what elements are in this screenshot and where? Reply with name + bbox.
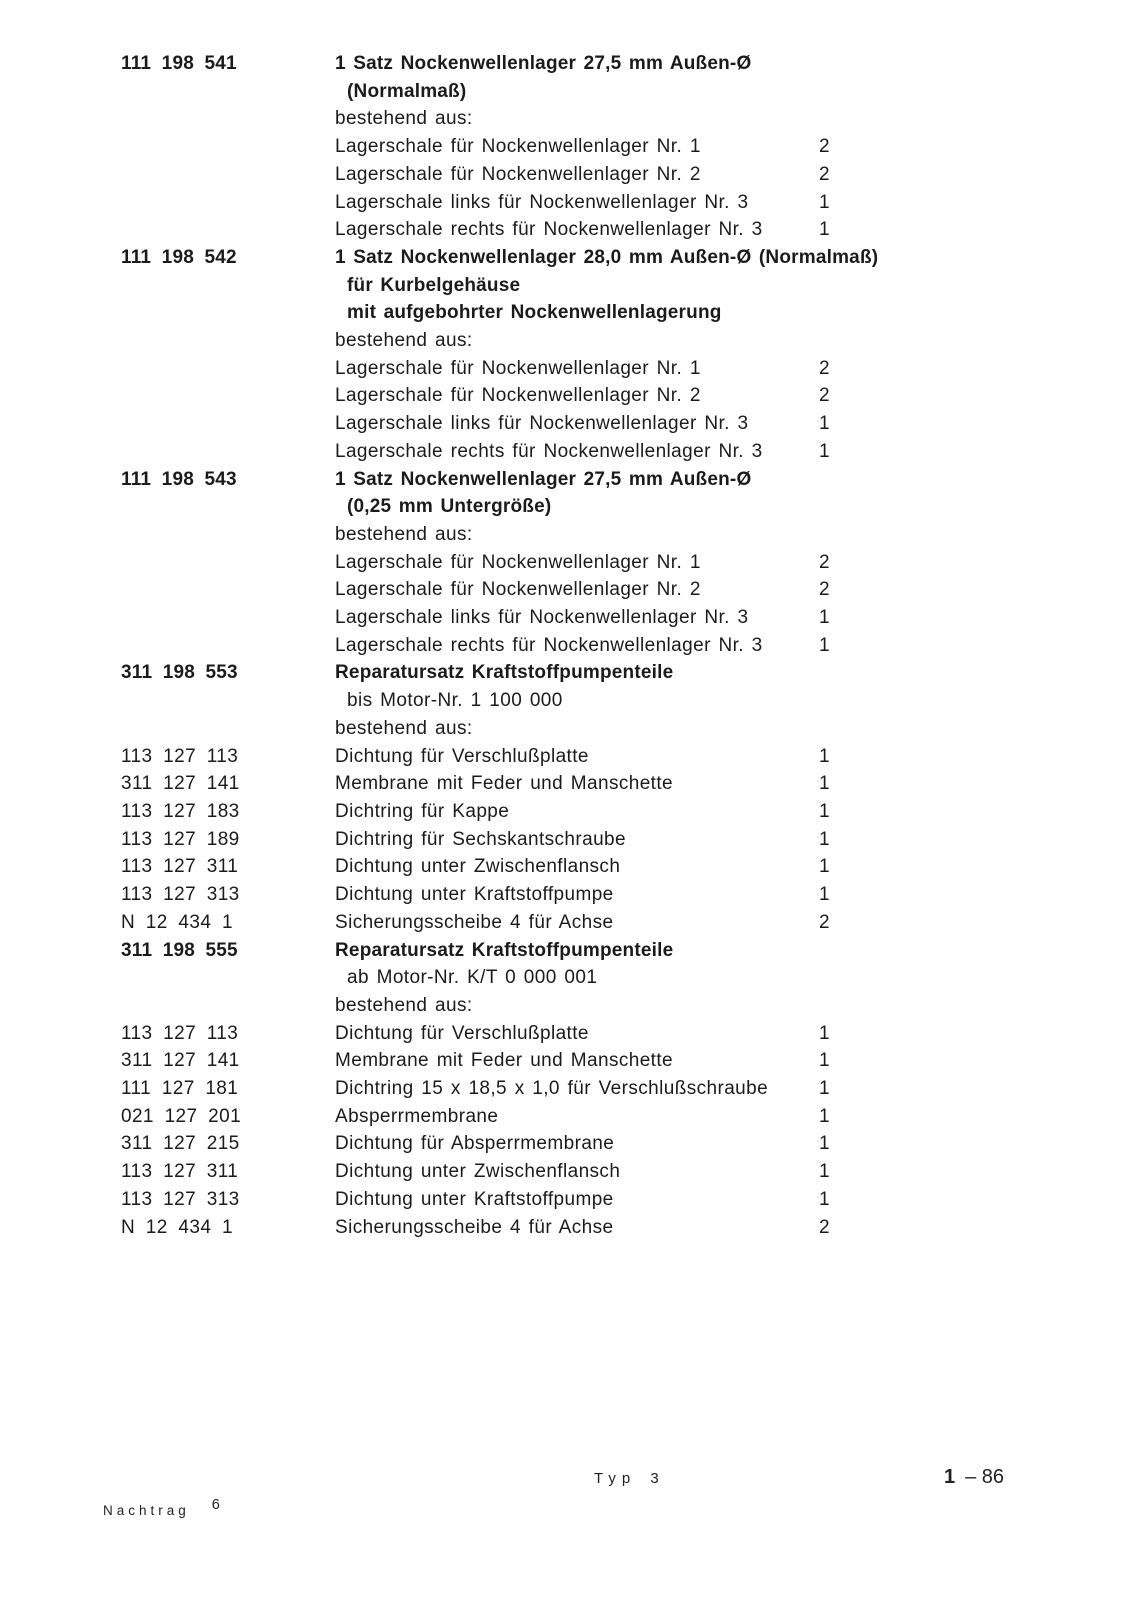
section-intro: bestehend aus:: [335, 330, 473, 352]
part-number-cell: [121, 133, 335, 161]
quantity-cell: 2: [819, 163, 830, 185]
quantity-cell: 1: [819, 1188, 830, 1210]
item-description: Dichtung für Absperrmembrane: [335, 1133, 615, 1155]
item-description: Dichtung unter Zwischenflansch: [335, 1161, 621, 1183]
quantity-cell: 2: [819, 579, 830, 601]
page-number-chapter: 1: [944, 1466, 956, 1488]
part-number-cell: [121, 632, 335, 660]
section-intro: bestehend aus:: [335, 994, 473, 1016]
part-number-cell: 111 127 181: [121, 1078, 239, 1100]
part-number-cell: 311 127 141: [121, 1050, 240, 1072]
section-title: mit aufgebohrter Nockenwellenlagerung: [347, 302, 722, 324]
section-title: (0,25 mm Untergröße): [347, 496, 552, 518]
parts-item-row: [121, 133, 861, 161]
item-description: Lagerschale für Nockenwellenlager Nr. 2: [335, 385, 701, 407]
item-description: Membrane mit Feder und Manschette: [335, 1050, 674, 1072]
part-number-cell: [121, 216, 335, 244]
part-number-cell: 311 127 141: [121, 773, 240, 795]
quantity-cell: [790, 992, 836, 1020]
parts-item-row: [121, 355, 861, 383]
section-intro-row: [121, 521, 861, 549]
parts-item-row: [121, 909, 861, 937]
section-title-row: [121, 659, 861, 687]
part-number-cell: N 12 434 1: [121, 1216, 233, 1238]
quantity-cell: 2: [819, 1216, 830, 1238]
item-description: Dichtung für Verschlußplatte: [335, 745, 589, 767]
part-number-cell: [121, 576, 335, 604]
parts-item-row: [121, 826, 861, 854]
quantity-cell: 1: [819, 1050, 830, 1072]
part-number-cell: 113 127 313: [121, 1188, 240, 1210]
quantity-cell: [790, 687, 836, 715]
section-intro-row: [121, 992, 861, 1020]
part-number-cell: 111 198 542: [121, 246, 237, 268]
section-title-row: [121, 78, 861, 106]
part-number-cell: [121, 327, 335, 355]
parts-section: [121, 50, 861, 244]
parts-section: [121, 244, 879, 466]
section-intro-row: [121, 327, 861, 355]
parts-item-row: [121, 798, 861, 826]
quantity-cell: [790, 272, 836, 300]
part-number-cell: 311 198 555: [121, 939, 238, 961]
quantity-cell: 1: [819, 440, 830, 462]
parts-item-row: [121, 853, 861, 881]
section-title: 1 Satz Nockenwellenlager 27,5 mm Außen-Ø: [335, 53, 752, 74]
item-description: Lagerschale links für Nockenwellenlager Nr. 3: [335, 413, 749, 435]
part-number-cell: [121, 715, 335, 743]
parts-item-row: [121, 161, 861, 189]
part-number-cell: 113 127 311: [121, 856, 239, 878]
parts-section: [121, 659, 861, 936]
parts-item-row: [121, 410, 861, 438]
quantity-cell: [790, 659, 836, 687]
item-description: Absperrmembrane: [335, 1105, 499, 1127]
quantity-cell: 2: [819, 911, 830, 933]
section-note: bis Motor-Nr. 1 100 000: [347, 690, 563, 712]
quantity-cell: [790, 105, 836, 133]
section-title: 1 Satz Nockenwellenlager 28,0 mm Außen-Ø (Normalmaß): [335, 246, 879, 268]
section-note-row: [121, 964, 861, 992]
item-description: Dichtung unter Kraftstoffpumpe: [335, 884, 614, 906]
item-description: Dichtring für Kappe: [335, 800, 510, 822]
part-number-cell: [121, 272, 335, 300]
section-title: Reparatursatz Kraftstoffpumpenteile: [335, 662, 674, 684]
item-description: Lagerschale links für Nockenwellenlager Nr. 3: [335, 191, 749, 213]
item-description: Dichtung unter Kraftstoffpumpe: [335, 1188, 614, 1210]
part-number-cell: [121, 189, 335, 217]
parts-item-row: [121, 576, 861, 604]
part-number-cell: [121, 105, 335, 133]
item-description: Dichtring für Sechskantschraube: [335, 828, 626, 850]
parts-item-row: [121, 1186, 861, 1214]
section-title-row: [121, 493, 861, 521]
part-number-cell: 113 127 189: [121, 828, 240, 850]
section-title-row: [121, 272, 861, 300]
part-number-cell: 113 127 313: [121, 884, 240, 906]
parts-item-row: [121, 770, 861, 798]
part-number-cell: [121, 521, 335, 549]
quantity-cell: 1: [819, 1022, 830, 1044]
quantity-cell: 1: [819, 634, 830, 656]
item-description: Dichtung unter Zwischenflansch: [335, 856, 621, 878]
part-number-cell: 111 198 543: [121, 468, 237, 490]
quantity-cell: [790, 327, 836, 355]
quantity-cell: 1: [819, 1078, 830, 1100]
parts-item-row: [121, 216, 861, 244]
quantity-cell: 2: [819, 357, 830, 379]
part-number-cell: [121, 604, 335, 632]
parts-item-row: [121, 1075, 861, 1103]
parts-item-row: [121, 382, 861, 410]
quantity-cell: [790, 493, 836, 521]
item-description: Lagerschale rechts für Nockenwellenlager Nr. 3: [335, 219, 763, 241]
parts-section: [121, 466, 861, 660]
quantity-cell: 1: [819, 745, 830, 767]
part-number-cell: [121, 438, 335, 466]
part-number-cell: 311 127 215: [121, 1133, 240, 1155]
parts-item-row: [121, 1103, 861, 1131]
quantity-cell: 1: [819, 828, 830, 850]
quantity-cell: 1: [819, 1105, 830, 1127]
item-description: Sicherungsscheibe 4 für Achse: [335, 911, 614, 933]
section-note-row: [121, 687, 861, 715]
quantity-cell: [790, 715, 836, 743]
section-intro: bestehend aus:: [335, 108, 473, 130]
quantity-cell: 1: [819, 1161, 830, 1183]
quantity-cell: 1: [819, 856, 830, 878]
section-note: ab Motor-Nr. K/T 0 000 001: [347, 967, 598, 989]
quantity-cell: 1: [819, 191, 830, 213]
parts-item-row: [121, 438, 861, 466]
page-number-rest: – 86: [965, 1466, 1005, 1488]
item-description: Lagerschale für Nockenwellenlager Nr. 1: [335, 357, 701, 379]
item-description: Membrane mit Feder und Manschette: [335, 773, 674, 795]
supplement-number: 6: [211, 1497, 220, 1513]
item-description: Lagerschale für Nockenwellenlager Nr. 2: [335, 163, 701, 185]
part-number-cell: [121, 299, 335, 327]
item-description: Lagerschale für Nockenwellenlager Nr. 1: [335, 136, 701, 158]
section-title: (Normalmaß): [347, 80, 467, 102]
quantity-cell: [790, 244, 836, 272]
item-description: Lagerschale rechts für Nockenwellenlager Nr. 3: [335, 440, 763, 462]
parts-item-row: [121, 1158, 861, 1186]
part-number-cell: [121, 78, 335, 106]
quantity-cell: [790, 50, 836, 78]
parts-item-row: [121, 1130, 861, 1158]
part-number-cell: 113 127 113: [121, 745, 239, 767]
quantity-cell: [790, 521, 836, 549]
quantity-cell: 1: [819, 607, 830, 629]
part-number-cell: N 12 434 1: [121, 911, 233, 933]
section-title-row: [121, 299, 861, 327]
section-intro-row: [121, 105, 861, 133]
section-intro-row: [121, 715, 861, 743]
part-number-cell: 021 127 201: [121, 1105, 242, 1127]
part-number-cell: 311 198 553: [121, 662, 238, 684]
section-intro: bestehend aus:: [335, 717, 473, 739]
footer-page-number: [944, 1466, 1004, 1489]
supplement-label: Nachtrag: [103, 1503, 190, 1518]
quantity-cell: [790, 299, 836, 327]
part-number-cell: [121, 493, 335, 521]
item-description: Sicherungsscheibe 4 für Achse: [335, 1216, 614, 1238]
footer-type-label: Typ 3: [594, 1470, 665, 1487]
item-description: Lagerschale rechts für Nockenwellenlager Nr. 3: [335, 634, 763, 656]
part-number-cell: 113 127 311: [121, 1161, 239, 1183]
parts-item-row: [121, 1214, 861, 1242]
item-description: Lagerschale für Nockenwellenlager Nr. 2: [335, 579, 701, 601]
section-title: 1 Satz Nockenwellenlager 27,5 mm Außen-Ø: [335, 468, 752, 490]
quantity-cell: 2: [819, 551, 830, 573]
section-title: für Kurbelgehäuse: [347, 274, 521, 296]
quantity-cell: 1: [819, 413, 830, 435]
part-number-cell: [121, 410, 335, 438]
part-number-cell: [121, 355, 335, 383]
quantity-cell: [790, 937, 836, 965]
quantity-cell: 2: [819, 136, 830, 158]
parts-item-row: [121, 604, 861, 632]
part-number-cell: 111 198 541: [121, 53, 237, 74]
quantity-cell: 1: [819, 773, 830, 795]
section-title-row: [121, 50, 861, 78]
parts-item-row: [121, 1047, 861, 1075]
parts-item-row: [121, 549, 861, 577]
quantity-cell: [790, 964, 836, 992]
quantity-cell: [790, 78, 836, 106]
section-title-row: [121, 244, 879, 272]
part-number-cell: 113 127 113: [121, 1022, 239, 1044]
part-number-cell: [121, 549, 335, 577]
section-title-row: [121, 466, 861, 494]
parts-item-row: [121, 189, 861, 217]
quantity-cell: 1: [819, 800, 830, 822]
item-description: Dichtring 15 x 18,5 x 1,0 für Verschlußschraube: [335, 1078, 769, 1100]
item-description: Dichtung für Verschlußplatte: [335, 1022, 589, 1044]
parts-item-row: [121, 632, 861, 660]
quantity-cell: 2: [819, 385, 830, 407]
parts-item-row: [121, 1020, 861, 1048]
parts-section: [121, 937, 861, 1242]
part-number-cell: [121, 964, 335, 992]
item-description: Lagerschale für Nockenwellenlager Nr. 1: [335, 551, 701, 573]
quantity-cell: 1: [819, 219, 830, 241]
part-number-cell: [121, 382, 335, 410]
section-intro: bestehend aus:: [335, 523, 473, 545]
part-number-cell: [121, 687, 335, 715]
quantity-cell: [790, 466, 836, 494]
quantity-cell: 1: [819, 884, 830, 906]
parts-item-row: [121, 743, 861, 771]
section-title-row: [121, 937, 861, 965]
parts-list: [121, 50, 879, 1241]
quantity-cell: 1: [819, 1133, 830, 1155]
part-number-cell: [121, 992, 335, 1020]
footer-supplement: [103, 1497, 220, 1519]
item-description: Lagerschale links für Nockenwellenlager Nr. 3: [335, 607, 749, 629]
parts-item-row: [121, 881, 861, 909]
part-number-cell: [121, 161, 335, 189]
section-title: Reparatursatz Kraftstoffpumpenteile: [335, 939, 674, 961]
part-number-cell: 113 127 183: [121, 800, 240, 822]
